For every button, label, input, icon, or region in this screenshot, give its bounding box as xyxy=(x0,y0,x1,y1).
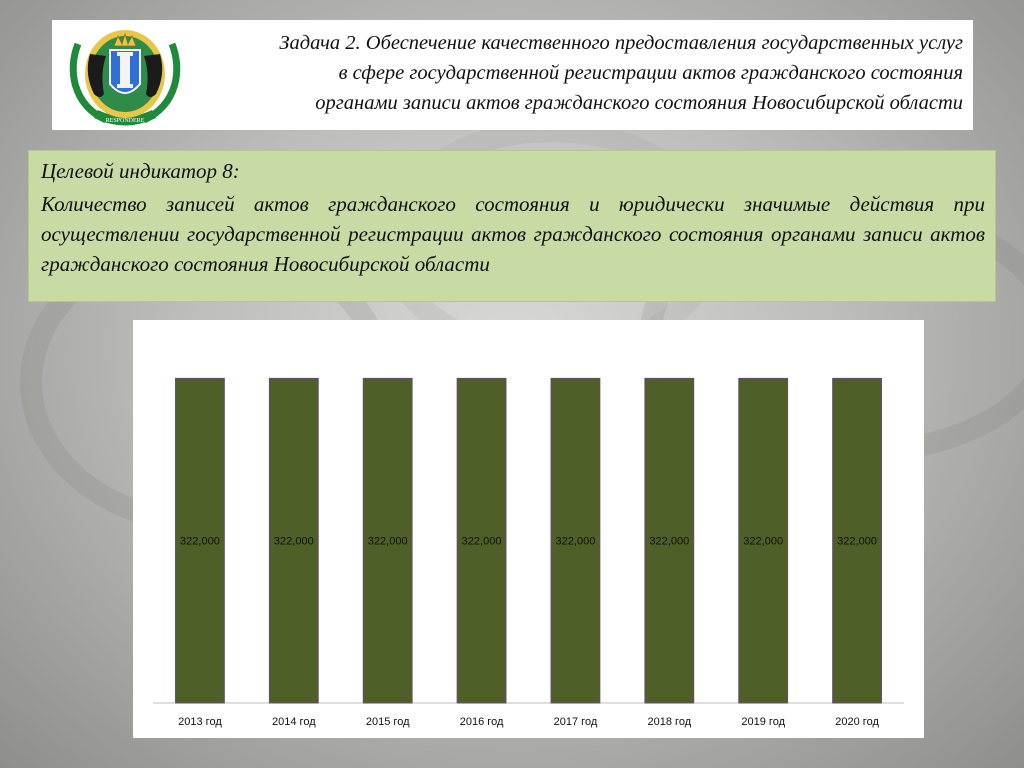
emblem-motto: RESPONDERE xyxy=(105,118,145,124)
x-tick-label: 2013 год xyxy=(178,716,222,728)
bar-chart xyxy=(133,320,924,738)
bar-value-label: 322,000 xyxy=(367,535,408,548)
bar-value-label: 322,000 xyxy=(743,535,784,548)
title-line: Задача 2. Обеспечение качественного предоставления государственных услуг xyxy=(279,32,963,54)
x-tick-label: 2016 год xyxy=(459,716,504,728)
x-tick-label: 2019 год xyxy=(741,716,785,728)
title-line: органами записи актов гражданского состояния Новосибирской области xyxy=(315,92,963,114)
chart-panel xyxy=(133,320,924,738)
x-tick-label: 2014 год xyxy=(272,716,316,728)
x-tick-label: 2020 год xyxy=(835,716,879,728)
slide-title xyxy=(203,28,963,118)
x-tick-label: 2015 год xyxy=(365,716,410,728)
bar-value-label: 322,000 xyxy=(180,535,220,548)
indicator-label: Целевой индикатор 8: xyxy=(41,159,240,183)
bar-value-label: 322,000 xyxy=(555,535,596,548)
bar-value-label: 322,000 xyxy=(273,535,314,548)
x-tick-label: 2018 год xyxy=(647,716,692,728)
novosibirsk-coat-of-arms-icon xyxy=(66,24,184,126)
bar-value-label: 322,000 xyxy=(649,535,690,548)
indicator-description: Количество записей актов гражданского состояния и юридически значимые действия при осуществлении государственной регистрации актов гражданского состояния органами записи актов гражданского состояния Новосибирской области xyxy=(41,192,985,276)
x-tick-label: 2017 год xyxy=(553,716,598,728)
bar-value-label: 322,000 xyxy=(837,535,877,548)
slide-header xyxy=(52,20,973,130)
bar-value-label: 322,000 xyxy=(461,535,502,548)
title-line: в сфере государственной регистрации актов гражданского состояния xyxy=(338,62,963,84)
indicator-box xyxy=(28,150,996,302)
